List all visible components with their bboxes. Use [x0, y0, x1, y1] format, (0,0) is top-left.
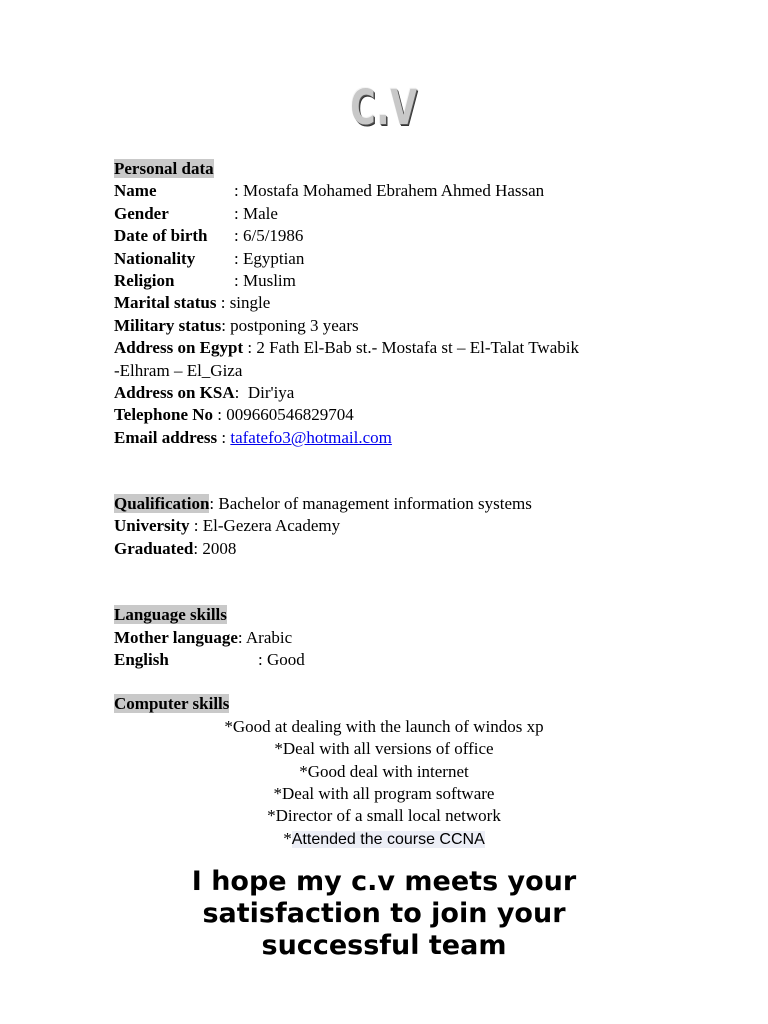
closing-line: satisfaction to join your — [202, 898, 566, 929]
field-label: Graduated — [114, 538, 194, 558]
field-value: : Good — [258, 650, 305, 670]
university-row — [114, 515, 674, 537]
field-value: -Elhram – El_Giza — [114, 360, 243, 380]
field-value: : single — [216, 293, 271, 313]
closing-line: successful team — [261, 930, 507, 961]
list-item: *Deal with all program software — [273, 783, 495, 803]
military-row — [114, 315, 674, 337]
list-item: *Deal with all versions of office — [274, 739, 494, 759]
closing-statement — [0, 866, 768, 962]
field-label: Email address — [114, 427, 218, 447]
section-heading: Computer skills — [114, 694, 230, 714]
field-label: University — [114, 516, 190, 536]
closing-line: I hope my c.v meets your — [191, 866, 577, 897]
marital-row — [114, 292, 674, 314]
field-label: Date of birth — [114, 226, 208, 246]
english-row — [114, 649, 674, 671]
field-separator: : — [217, 427, 231, 447]
field-label: Name — [114, 181, 157, 201]
field-label: Nationality — [114, 248, 196, 268]
field-value: : Mostafa Mohamed Ebrahem Ahmed Hassan — [234, 181, 545, 201]
personal-data-heading — [114, 158, 674, 180]
field-value: : Arabic — [237, 627, 293, 647]
section-heading: Language skills — [114, 605, 227, 625]
field-value: : Male — [234, 203, 278, 223]
address-egypt-row — [114, 337, 674, 359]
list-item-prefix: * — [283, 828, 292, 848]
field-value: : Muslim — [234, 270, 296, 290]
name-row — [114, 180, 674, 202]
email-link[interactable]: tafatefo3@hotmail.com — [230, 427, 392, 447]
graduated-row — [114, 538, 674, 560]
field-value: : Dir'iya — [234, 382, 295, 402]
field-label: Telephone No — [114, 405, 214, 425]
list-item: *Good at dealing with the launch of windos xp — [224, 716, 544, 736]
field-label: English — [114, 650, 169, 670]
cv-title: C.V — [350, 80, 418, 136]
field-label: Marital status — [114, 293, 217, 313]
qualification-row — [114, 493, 674, 515]
field-value: : 009660546829704 — [213, 405, 354, 425]
field-value: : 2008 — [193, 538, 237, 558]
list-item: *Good deal with internet — [299, 761, 469, 781]
telephone-row — [114, 404, 674, 426]
dob-row — [114, 225, 674, 247]
field-value: : Egyptian — [234, 248, 305, 268]
religion-row — [114, 270, 674, 292]
field-value: : postponing 3 years — [221, 315, 359, 335]
field-label: Religion — [114, 270, 175, 290]
language-skills-heading — [114, 604, 674, 626]
list-item-ccna — [114, 828, 654, 850]
field-label: Military status — [114, 315, 222, 335]
nationality-row — [114, 248, 674, 270]
field-label: Address on Egypt — [114, 338, 244, 358]
gender-row — [114, 203, 674, 225]
field-label: Mother language — [114, 627, 238, 647]
field-label: Address on KSA — [114, 382, 235, 402]
computer-skills-heading — [114, 693, 674, 715]
field-label: Gender — [114, 203, 169, 223]
field-value: : 2 Fath El-Bab st.- Mostafa st – El-Talat Twabik — [243, 338, 579, 358]
field-value: : 6/5/1986 — [234, 226, 304, 246]
field-value: : Bachelor of management information systems — [209, 494, 532, 514]
field-value: : El-Gezera Academy — [189, 516, 341, 536]
computer-skills-list — [114, 716, 654, 850]
mother-language-row — [114, 627, 674, 649]
cv-body — [114, 158, 674, 850]
address-egypt-continued — [114, 360, 674, 382]
email-row — [114, 427, 674, 449]
list-item-text: Attended the course CCNA — [291, 830, 485, 848]
section-heading: Personal data — [114, 159, 214, 178]
list-item: *Director of a small local network — [267, 806, 501, 826]
address-ksa-row — [114, 382, 674, 404]
section-heading: Qualification — [114, 494, 210, 514]
